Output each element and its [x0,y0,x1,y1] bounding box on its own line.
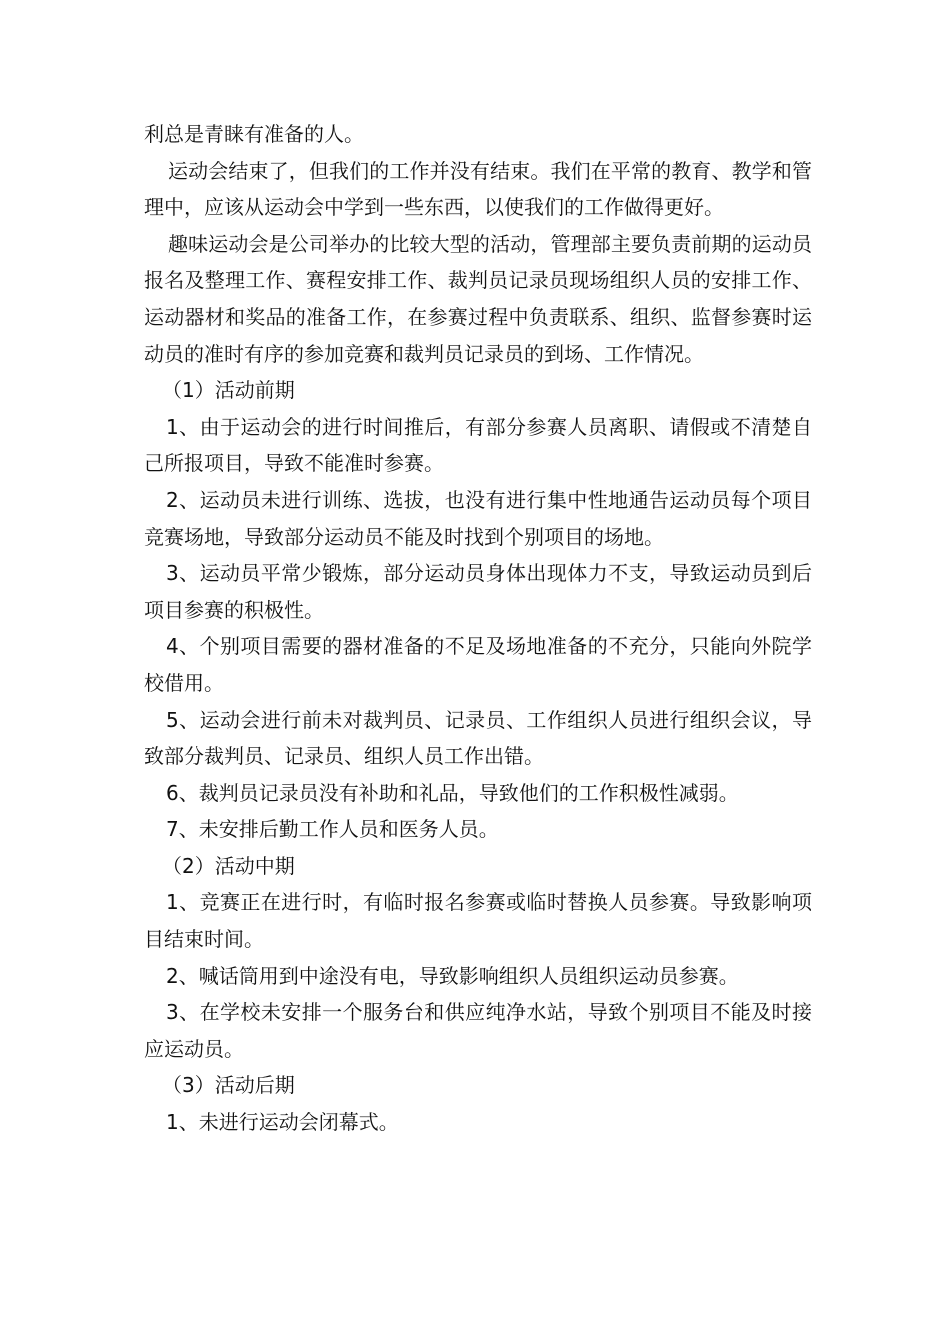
list-item: 6、裁判员记录员没有补助和礼品，导致他们的工作积极性减弱。 [166,780,739,805]
list-item: 3、在学校未安排一个服务台和供应纯净水站，导致个别项目不能及时接应运动员。 [144,1000,812,1061]
section-heading-pre-event: （1）活动前期 [162,378,295,403]
section-heading-mid-event: （2）活动中期 [162,853,295,878]
list-item: 1、由于运动会的进行时间推后，有部分参赛人员离职、请假或不清楚自己所报项目，导致不能准时参赛。 [144,414,812,476]
document-body [144,116,812,1141]
list-item: 7、未安排后勤工作人员和医务人员。 [166,817,499,842]
paragraph-summary: 运动会结束了，但我们的工作并没有结束。我们在平常的教育、教学和管理中，应该从运动会中学到一些东西，以使我们的工作做得更好。 [144,158,812,220]
list-item: 2、运动员未进行训练、选拔，也没有进行集中性地通告运动员每个项目竞赛场地，导致部分运动员不能及时找到个别项目的场地。 [144,487,812,549]
paragraph-continuation: 利总是青睐有准备的人。 [144,122,364,146]
list-item: 1、竞赛正在进行时，有临时报名参赛或临时替换人员参赛。导致影响项目结束时间。 [144,890,812,952]
list-item: 4、个别项目需要的器材准备的不足及场地准备的不充分，只能向外院学校借用。 [144,634,812,695]
list-item: 3、运动员平常少锻炼，部分运动员身体出现体力不支，导致运动员到后项目参赛的积极性。 [144,561,812,622]
list-item: 1、未进行运动会闭幕式。 [166,1110,399,1135]
paragraph-overview: 趣味运动会是公司举办的比较大型的活动，管理部主要负责前期的运动员报名及整理工作、赛程安排工作、裁判员记录员现场组织人员的安排工作、运动器材和奖品的准备工作，在参赛过程中负责联系、组织、监督参赛时运动员的准时有序的参加竞赛和裁判员记录员的到场、工作情况。 [144,231,812,366]
section-heading-post-event: （3）活动后期 [162,1073,295,1098]
list-item: 2、喊话筒用到中途没有电，导致影响组织人员组织运动员参赛。 [166,963,739,988]
list-item: 5、运动会进行前未对裁判员、记录员、工作组织人员进行组织会议，导致部分裁判员、记录员、组织人员工作出错。 [144,707,812,769]
